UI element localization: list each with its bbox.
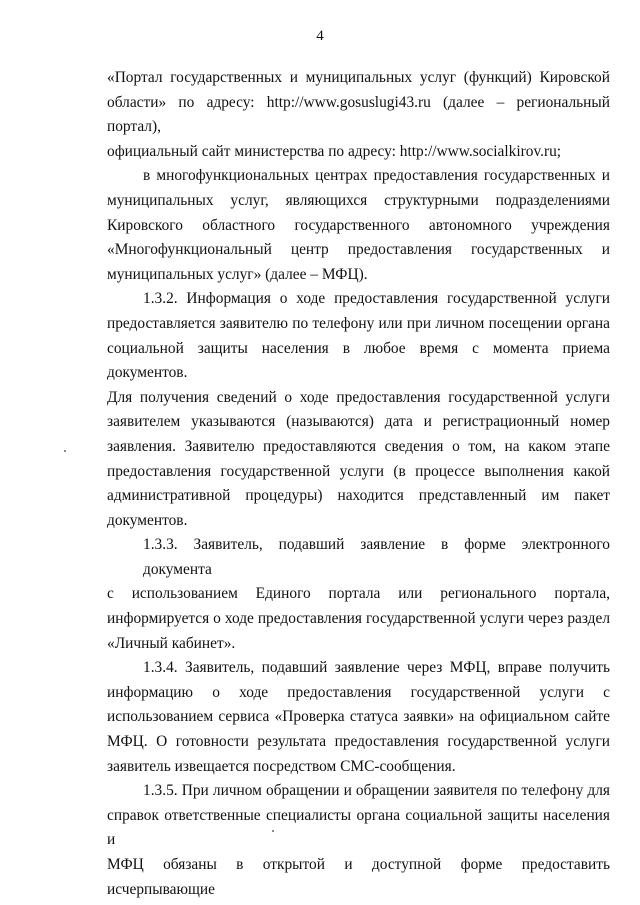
text-line: «Личный кабинет». (107, 634, 236, 652)
text-line: информируется о ходе предоставления государственной услуги через раздел (107, 610, 610, 628)
text-line: 1.3.4. Заявитель, подавший заявление через МФЦ, вправе получить (143, 659, 610, 677)
text-line: муниципальных услуг, являющихся структурными подразделениями (107, 191, 610, 209)
text-line: предоставляется заявителю по телефону или при личном посещении органа (107, 314, 610, 332)
text-line: 1.3.3. Заявитель, подавший заявление в форме электронного документа (143, 536, 610, 578)
text-line: использованием сервиса «Проверка статуса заявки» на официальном сайте (107, 708, 610, 726)
text-line: с использованием Единого портала или регионального портала, (107, 585, 610, 603)
text-line: 1.3.5. При личном обращении и обращении заявителя по телефону для (143, 782, 610, 800)
text-line: Для получения сведений о ходе предоставления государственной услуги (107, 388, 610, 406)
text-line: предоставления государственной услуги (в процессе выполнения какой (107, 462, 610, 480)
document-body (107, 66, 610, 902)
text-line: информацию о ходе предоставления государственной услуги с (107, 683, 610, 701)
text-line: заявления. Заявителю предоставляются сведения о том, на каком этапе (107, 437, 610, 455)
text-line: Кировского областного государственного автономного учреждения (107, 216, 610, 234)
text-line: официальный сайт министерства по адресу: http://www.socialkirov.ru; (107, 142, 562, 160)
text-line: справок ответственные специалисты органа социальной защиты населения и (107, 806, 610, 849)
scan-speck (272, 830, 274, 832)
text-line: «Многофункциональный центр предоставления государственных и (107, 241, 610, 259)
text-line: муниципальных услуг» (далее – МФЦ). (107, 265, 368, 283)
text-line: заявителем указываются (называются) дата и регистрационный номер (107, 413, 610, 431)
text-line: заявитель извещается посредством СМС-сообщения. (107, 757, 456, 775)
text-line: в многофункциональных центрах предоставления государственных и (143, 167, 610, 185)
text-line: административной процедуры) находится представленный им пакет (107, 487, 610, 505)
page-number: 4 (316, 28, 324, 44)
text-line: документов. (107, 511, 188, 529)
text-line: социальной защиты населения в любое время с момента приема документов. (107, 339, 610, 382)
scan-speck (64, 450, 66, 452)
text-line: 1.3.2. Информация о ходе предоставления государственной услуги (143, 290, 610, 308)
text-line: области» по адресу: http://www.gosuslugi43.ru (далее – региональный портал), (107, 93, 610, 136)
text-line: МФЦ обязаны в открытой и доступной форме предоставить исчерпывающие (107, 856, 610, 898)
text-line: МФЦ. О готовности результата предоставления государственной услуги (107, 733, 610, 751)
text-line: «Портал государственных и муниципальных услуг (функций) Кировской (107, 69, 610, 86)
